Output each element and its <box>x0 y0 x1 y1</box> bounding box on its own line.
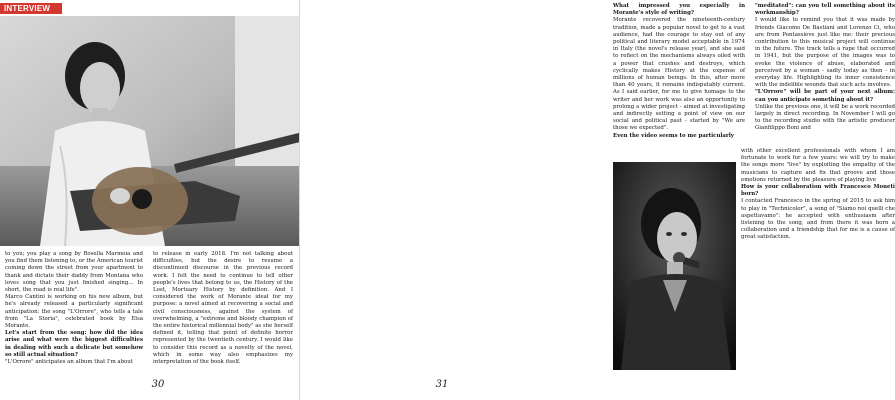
right-column-3 <box>741 148 895 374</box>
paragraph: I would like to remind you that it was made by friends Giacomo De Bastiani and Lorenzo Ci, who are from Pontassieve just like me: their precious contribution to this musical project will continue in the future. The track tells a rape that occurred in 1941, but the purpose of the images was to evoke the violence of abuse, elaborated and perceived by a woman - sadly today as then - in everyday life. Highlighting its inner consistence with the indelible wounds that such acts involves. <box>755 17 895 89</box>
paragraph: I contacted Francesco in the spring of 2015 to ask him to play in "Technicolor", a song of "Siamo noi quelli che aspettavamo": he accepted with enthusiasm after listening to the song, and from there it was born a collaboration and a friendship that for me is a cause of great satisfaction. <box>741 198 895 241</box>
question: Let's start from the song: how did the idea arise and what were the biggest difficulties in dealing with such a delicate but somehow so still actual situation? <box>5 330 143 358</box>
right-column-2 <box>755 3 895 147</box>
left-column-1 <box>5 251 143 379</box>
page-number-left: 30 <box>151 379 165 390</box>
paragraph: to release in early 2018. I'm not talking about difficulties, but the desire to resume a discontinued discourse in the previous record work. I felt the need to continue to tell other people's lives that belong to us, the History of the Lost, Mortuary History by definition. And I considered the work of Morante ideal for my purpose: a novel aimed at recovering a social and civil consciousness, against the system of overwhelming, a "extreme and bloody champion of the entire historical millennial body" as she herself defined it, telling that point of definite horror represented by the twentieth century. I would like to consider this record as a novelty of the novel, which in some way also emphasizes my interpretation of the book itself. <box>153 251 293 366</box>
left-page <box>0 0 300 400</box>
guitarist-photo <box>0 16 300 246</box>
paragraph: to you; you play a song by Rosella Marmoia and you find them listening to, or the American tourist coming down the street from your apartment to thank and dictate their daddy from Montana who loves song that you just finished singing... In short, the road is real life". <box>5 251 143 294</box>
paragraph: with other excellent professionals with whom I am fortunate to work for a few years: we will try to make the songs more "live" by exploiting the empathy of the musicians to capture and fix that groove and those emotions returned by the pleasure of playing live <box>741 148 895 183</box>
right-column-1 <box>613 3 745 159</box>
question: "meditated": can you tell something about its workmanship? <box>755 3 895 17</box>
paragraph: Morante recovered the nineteenth-century tradition, made a popular novel to get to a vast audience, had the courage to stay out of any political and literary model acceptable in 1974 in Italy (the novel's release year), and she said to reflect on the mechanisms always oiled with a power that crushes and destroys, which cyclically makes History at the expense of millions of human beings. In this, after more than 40 years, it remains indisputably current. As I said earlier, for me to give homage to the writer and her work was also an opportunity to prolong a wider project - aimed at investigating and indirectly setting a point of view on our social and political past - started by "We are those we expected". <box>613 17 745 132</box>
left-column-2 <box>153 251 293 379</box>
singer-photo <box>613 162 736 370</box>
paragraph: "L'Orrore" anticipates an album that I'm about <box>5 359 133 366</box>
right-page <box>300 0 895 400</box>
section-tag: INTERVIEW <box>0 3 62 14</box>
question: What impressed you especially in Morante's style of writing? <box>613 3 745 17</box>
question: Even the video seems to me particularly <box>613 132 734 139</box>
paragraph: Marco Cantini is working on his new album, but he's already released a particularly significant anticipation: the song "L'Orrore", who tells a tale from "La Storia", celebrated book by Elsa Morante. <box>5 294 143 330</box>
paragraph: Unlike the previous one, it will be a work recorded largely in direct recording. In November I will go to the recording studio with the artistic producer Gianfilippo Boni and <box>755 103 895 132</box>
question: "L'Orrore" will be part of your next album: can you anticipate something about it? <box>755 89 895 103</box>
page-number-right: 31 <box>435 379 449 390</box>
question: How is your collaboration with Francesco Moneti born? <box>741 184 895 198</box>
